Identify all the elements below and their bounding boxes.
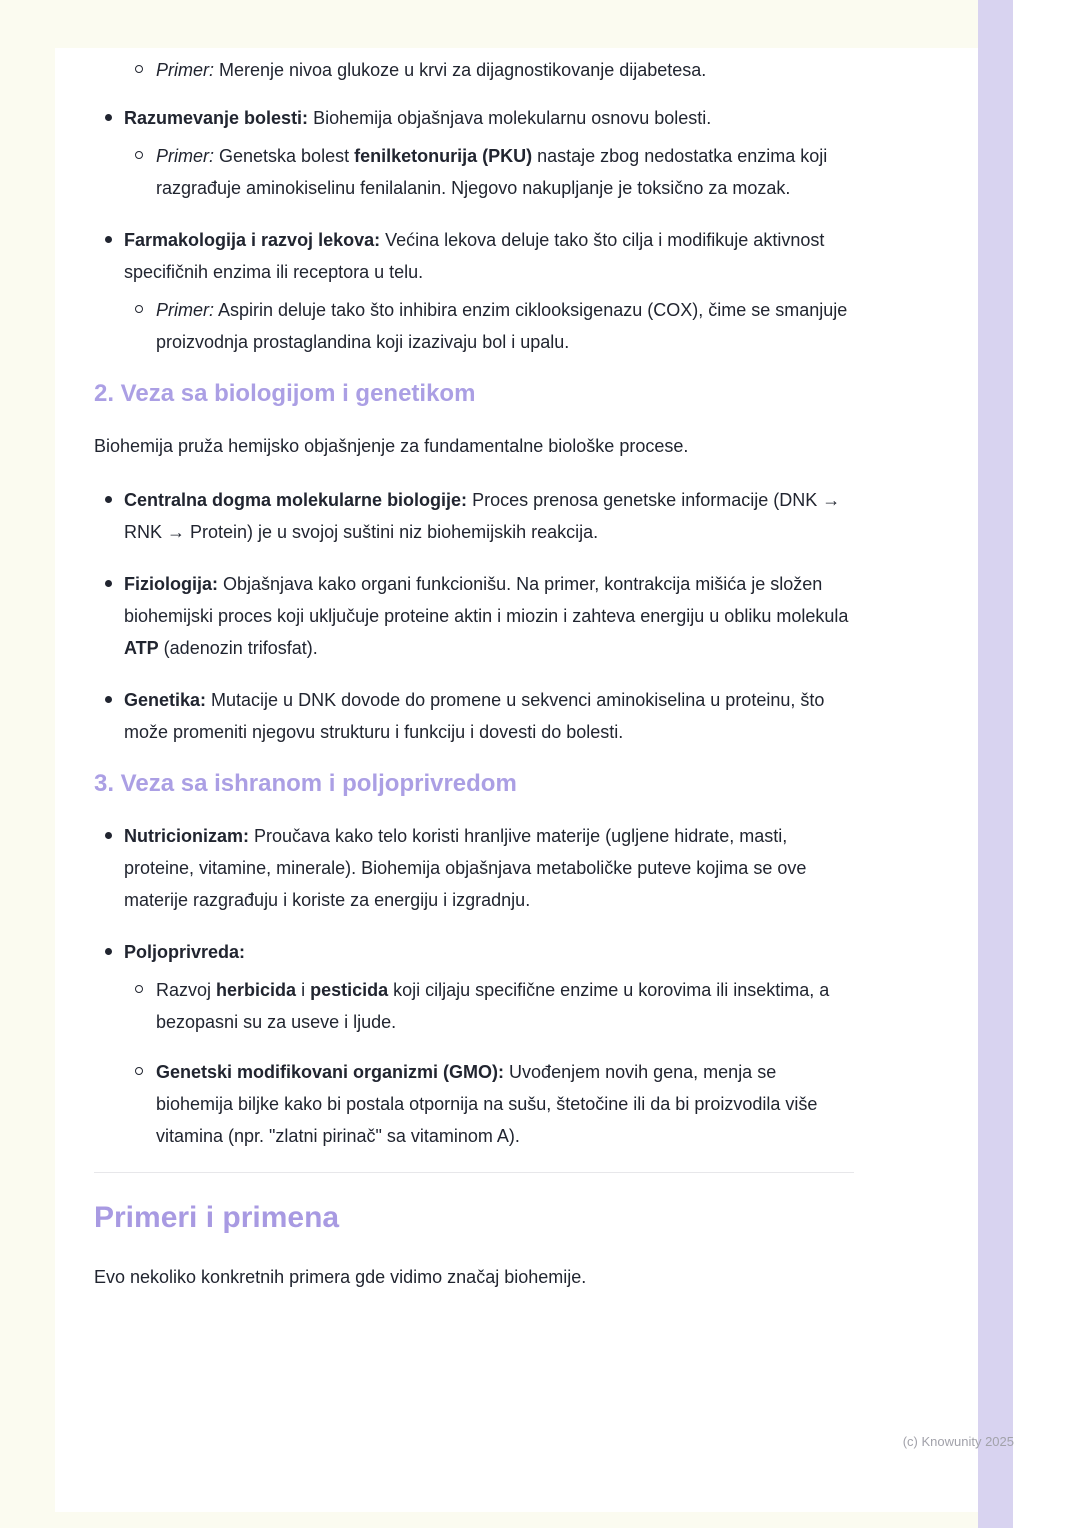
list-item-text: Genetika: Mutacije u DNK dovode do promene u sekvenci aminokiselina u proteinu, što može promeniti njegovu strukturu i funkciju i dovesti do bolesti.: [124, 690, 825, 742]
list-item: [156, 54, 854, 86]
list-item: [124, 224, 854, 358]
divider: [94, 1172, 854, 1173]
page-edge-bottom: [0, 1512, 978, 1528]
page-heading-examples: Primeri i primena: [94, 1201, 340, 1234]
list-item-text: Razvoj herbicida i pesticida koji ciljaju specifične enzime u korovima ili insektima, a bezopasni su za useve i ljude.: [156, 980, 830, 1032]
list-item: [124, 820, 854, 916]
list-item: [124, 568, 854, 664]
list-item-text: Razumevanje bolesti: Biohemija objašnjava molekularnu osnovu bolesti.: [124, 108, 712, 128]
section-heading-biology-genetics: 2. Veza sa biologijom i genetikom: [94, 380, 476, 407]
page-edge-strip: [978, 0, 1013, 1528]
list-item-text: Fiziologija: Objašnjava kako organi funkcionišu. Na primer, kontrakcija mišića je složen biohemijski proces koji uključuje proteine aktin i miozin i zahteva energiju u obliku molekula ATP (adenozin trifosfat).: [124, 574, 849, 658]
list-item-text: Genetski modifikovani organizmi (GMO): Uvođenjem novih gena, menja se biohemija biljke kako bi postala otpornija na sušu, štetočine ili da bi proizvodila više vitamina (npr. "zlatni pirinač" sa vitaminom A).: [156, 1062, 818, 1146]
sublist: [124, 140, 854, 204]
list-item: [124, 936, 854, 1152]
list-item-text: Nutricionizam: Proučava kako telo koristi hranljive materije (ugljene hidrate, masti, proteine, vitamine, minerale). Biohemija objašnjava metaboličke puteve kojima se ove materije razgrađuju i koriste za energiju i izgradnju.: [124, 826, 807, 910]
sublist: [124, 974, 854, 1152]
bullet-list-biology: [94, 484, 854, 748]
sublist: [124, 294, 854, 358]
bullet-list-applications: [94, 102, 854, 358]
paragraph-biology-intro: Biohemija pruža hemijsko objašnjenje za fundamentalne biološke procese.: [94, 436, 689, 456]
bullet-list-nutrition: [94, 820, 854, 1152]
document-content: [94, 54, 854, 1315]
continued-sublist: [94, 54, 854, 86]
list-item-text: Primer: Aspirin deluje tako što inhibira enzim ciklooksigenazu (COX), čime se smanjuje proizvodnja prostaglandina koji izazivaju bol i upalu.: [156, 300, 848, 352]
copyright-notice: (c) Knowunity 2025: [902, 1434, 1014, 1449]
list-item-text: Poljoprivreda:: [124, 942, 246, 962]
list-item-text: Farmakologija i razvoj lekova: Većina lekova deluje tako što cilja i modifikuje aktivnost specifičnih enzima ili receptora u telu.: [124, 230, 825, 282]
list-item-text: Primer: Genetska bolest fenilketonurija (PKU) nastaje zbog nedostatka enzima koji razgrađuje aminokiselinu fenilalanin. Njegovo nakupljanje je toksično za mozak.: [156, 146, 828, 198]
list-item: [124, 102, 854, 204]
page-edge-top: [0, 0, 978, 48]
list-item: [124, 484, 854, 548]
list-item: [156, 974, 854, 1038]
list-item: [124, 684, 854, 748]
list-item-text: Centralna dogma molekularne biologije: Proces prenosa genetske informacije (DNK → RNK → Protein) je u svojoj suštini niz biohemijskih reakcija.: [124, 490, 841, 542]
list-item: [156, 1056, 854, 1152]
page-edge-left: [0, 0, 55, 1528]
list-item: [156, 140, 854, 204]
paragraph-examples-intro: Evo nekoliko konkretnih primera gde vidimo značaj biohemije.: [94, 1267, 587, 1287]
section-heading-nutrition-agriculture: 3. Veza sa ishranom i poljoprivredom: [94, 770, 517, 797]
list-item: [156, 294, 854, 358]
list-item-text: Primer: Merenje nivoa glukoze u krvi za dijagnostikovanje dijabetesa.: [156, 60, 707, 80]
